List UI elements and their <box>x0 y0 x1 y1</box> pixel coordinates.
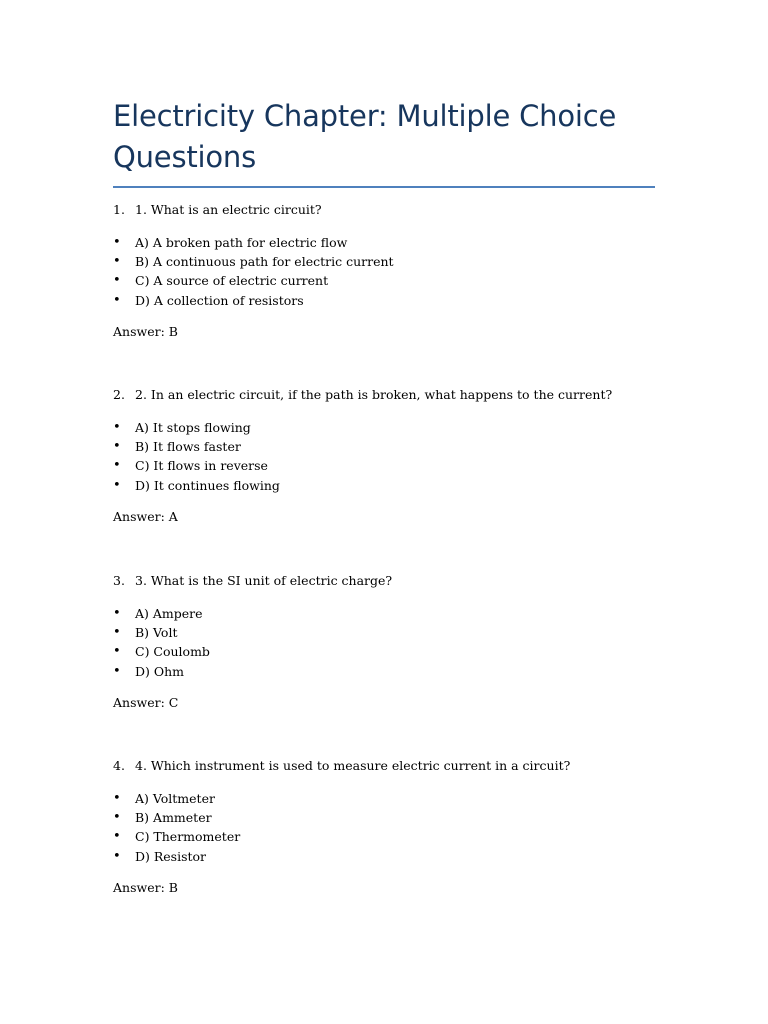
bullet-icon: • <box>113 606 121 621</box>
list-item <box>113 437 655 456</box>
bullet-icon: • <box>113 292 121 308</box>
options-list <box>113 233 655 310</box>
list-item <box>113 252 655 271</box>
bullet-icon: • <box>113 644 121 660</box>
list-item <box>113 233 655 252</box>
list-item <box>113 476 655 495</box>
bullet-icon: • <box>113 663 121 679</box>
page-title: Electricity Chapter: Multiple Choice Questions <box>113 99 617 174</box>
option-text: A) A broken path for electric flow <box>135 235 348 250</box>
option-text: A) Voltmeter <box>135 791 215 806</box>
bullet-icon: • <box>113 458 121 474</box>
list-item <box>113 789 655 808</box>
question-number: 3. <box>113 573 125 588</box>
question-text <box>113 201 655 219</box>
list-item <box>113 847 655 866</box>
list-item <box>113 291 655 310</box>
list-item <box>113 662 655 681</box>
bullet-icon: • <box>113 235 121 250</box>
option-text: D) A collection of resistors <box>135 292 304 308</box>
option-text: B) It flows faster <box>135 439 241 455</box>
option-text: A) Ampere <box>135 606 203 621</box>
bullet-icon: • <box>113 791 121 806</box>
answer-text: Answer: B <box>113 323 178 339</box>
option-text: B) A continuous path for electric current <box>135 254 394 270</box>
question-4 <box>113 757 655 897</box>
option-text: B) Ammeter <box>135 810 212 826</box>
option-text: A) It stops flowing <box>135 420 251 435</box>
option-text: B) Volt <box>135 625 178 641</box>
bullet-icon: • <box>113 420 121 435</box>
bullet-icon: • <box>113 439 121 455</box>
question-text <box>113 386 655 404</box>
list-item <box>113 418 655 437</box>
option-text: C) It flows in reverse <box>135 458 268 474</box>
question-text <box>113 572 655 590</box>
option-text: C) Coulomb <box>135 644 210 660</box>
question-prompt: 3. What is the SI unit of electric charge? <box>135 573 393 588</box>
option-text: D) Ohm <box>135 663 185 679</box>
list-item <box>113 642 655 661</box>
question-1 <box>113 201 655 341</box>
bullet-icon: • <box>113 625 121 641</box>
options-list <box>113 789 655 866</box>
options-list <box>113 604 655 681</box>
question-2 <box>113 386 655 526</box>
option-text: D) Resistor <box>135 848 207 864</box>
bullet-icon: • <box>113 810 121 826</box>
list-item <box>113 271 655 290</box>
question-number: 1. <box>113 202 125 217</box>
list-item <box>113 827 655 846</box>
bullet-icon: • <box>113 273 121 289</box>
answer-text: Answer: A <box>113 508 178 524</box>
option-text: C) A source of electric current <box>135 273 329 289</box>
question-text <box>113 757 655 775</box>
title-divider <box>113 186 655 188</box>
list-item <box>113 604 655 623</box>
bullet-icon: • <box>113 829 121 845</box>
bullet-icon: • <box>113 477 121 493</box>
option-text: D) It continues flowing <box>135 477 280 493</box>
question-prompt: 4. Which instrument is used to measure electric current in a circuit? <box>135 758 571 773</box>
option-text: C) Thermometer <box>135 829 241 845</box>
document-page <box>113 96 655 895</box>
list-item <box>113 623 655 642</box>
answer-text: Answer: B <box>113 879 178 895</box>
answer-text: Answer: C <box>113 694 179 710</box>
question-number: 2. <box>113 387 125 402</box>
list-item <box>113 808 655 827</box>
question-prompt: 1. What is an electric circuit? <box>135 202 322 217</box>
bullet-icon: • <box>113 848 121 864</box>
bullet-icon: • <box>113 254 121 270</box>
list-item <box>113 456 655 475</box>
question-3 <box>113 572 655 712</box>
question-number: 4. <box>113 758 125 773</box>
options-list <box>113 418 655 495</box>
question-prompt: 2. In an electric circuit, if the path is broken, what happens to the current? <box>135 387 613 402</box>
